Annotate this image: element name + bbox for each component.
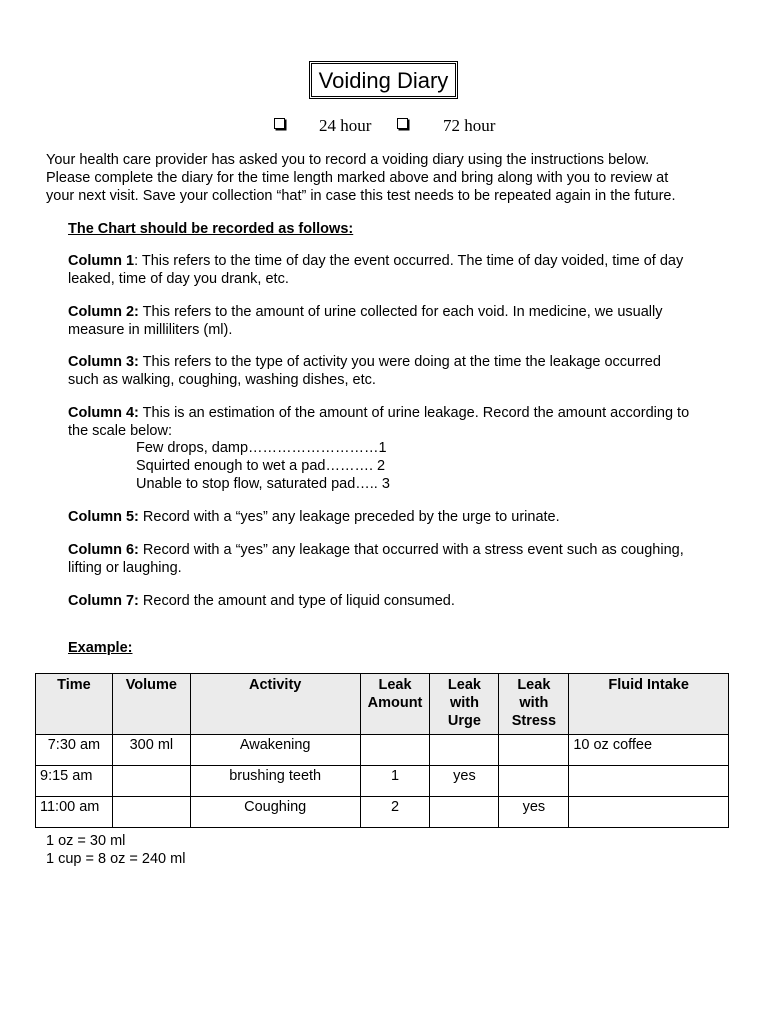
column-text: Record with a “yes” any leakage that occurred with a stress event such as coughing,	[138, 542, 684, 558]
column-1-description	[68, 252, 733, 288]
column-text: This is an estimation of the amount of urine leakage. Record the amount according to	[138, 405, 690, 421]
checkbox-24-hour[interactable]	[274, 118, 285, 129]
header-leak-with-stress: Leak with Stress	[499, 674, 569, 735]
cell-volume: 300 ml	[112, 735, 190, 766]
page-title: Voiding Diary	[311, 63, 456, 97]
checkbox-72-hour[interactable]	[397, 118, 408, 129]
intro-line: your next visit. Save your collection “hat” in case this test needs to be repeated again in the future.	[46, 188, 676, 204]
column-text: Record with a “yes” any leakage preceded by the urge to urinate.	[138, 509, 560, 525]
header-activity: Activity	[190, 674, 360, 735]
conversion-line: 1 oz = 30 ml	[46, 833, 126, 849]
cell-leak-urge	[430, 735, 499, 766]
cell-leak-urge: yes	[430, 766, 499, 797]
table-header-row	[36, 674, 729, 735]
table-row	[36, 735, 729, 766]
table-row	[36, 797, 729, 828]
intro-line: Your health care provider has asked you to record a voiding diary using the instructions below.	[46, 152, 650, 168]
cell-activity: Coughing	[190, 797, 360, 828]
cell-fluid-intake: 10 oz coffee	[569, 735, 729, 766]
scale-item: Few drops, damp………………………1	[136, 440, 387, 456]
table-row	[36, 766, 729, 797]
column-label: Column 1	[68, 253, 135, 269]
cell-leak-urge	[430, 797, 499, 828]
cell-leak-stress	[499, 766, 569, 797]
unit-conversions	[46, 832, 185, 868]
cell-leak-amount: 1	[360, 766, 430, 797]
column-7-description	[68, 592, 733, 610]
option-label-72-hour: 72 hour	[443, 116, 496, 135]
column-label: Column 7:	[68, 593, 139, 609]
cell-fluid-intake	[569, 797, 729, 828]
conversion-line: 1 cup = 8 oz = 240 ml	[46, 851, 186, 867]
column-label: Column 6:	[68, 542, 139, 558]
column-text: leaked, time of day you drank, etc.	[68, 271, 289, 287]
scale-item: Squirted enough to wet a pad………. 2	[136, 458, 386, 474]
column-label: Column 4:	[68, 405, 139, 421]
cell-time: 9:15 am	[36, 766, 113, 797]
column-4-description	[68, 404, 733, 440]
column-text: the scale below:	[68, 423, 172, 439]
cell-time: 11:00 am	[36, 797, 113, 828]
column-label: Column 3:	[68, 354, 139, 370]
header-volume: Volume	[112, 674, 190, 735]
column-label: Column 5:	[68, 509, 139, 525]
column-text: such as walking, coughing, washing dishes, etc.	[68, 372, 376, 388]
option-label-24-hour: 24 hour	[319, 116, 372, 135]
cell-leak-amount: 2	[360, 797, 430, 828]
header-time: Time	[36, 674, 113, 735]
cell-time: 7:30 am	[36, 735, 113, 766]
intro-line: Please complete the diary for the time length marked above and bring along with you to review at	[46, 170, 669, 186]
column-text: This refers to the time of day the event occurred. The time of day voided, time of day	[138, 253, 684, 269]
column-sep: :	[134, 253, 139, 269]
cell-fluid-intake	[569, 766, 729, 797]
column-6-description	[68, 541, 733, 577]
column-text: This refers to the type of activity you were doing at the time the leakage occurred	[138, 354, 661, 370]
column-text: lifting or laughing.	[68, 560, 182, 576]
intro-paragraph	[46, 151, 746, 205]
column-label: Column 2:	[68, 304, 139, 320]
header-leak-amount: Leak Amount	[360, 674, 430, 735]
cell-volume	[112, 797, 190, 828]
chart-instructions-heading: The Chart should be recorded as follows:	[68, 221, 354, 237]
cell-activity: Awakening	[190, 735, 360, 766]
column-text: This refers to the amount of urine collected for each void. In medicine, we usually	[138, 304, 663, 320]
example-diary-table	[35, 673, 729, 828]
cell-activity: brushing teeth	[190, 766, 360, 797]
column-text: Record the amount and type of liquid consumed.	[138, 593, 455, 609]
header-fluid-intake: Fluid Intake	[569, 674, 729, 735]
cell-leak-amount	[360, 735, 430, 766]
cell-volume	[112, 766, 190, 797]
column-3-description	[68, 353, 733, 389]
column-text: measure in milliliters (ml).	[68, 322, 233, 338]
column-2-description	[68, 303, 733, 339]
leakage-scale	[136, 439, 390, 493]
scale-item: Unable to stop flow, saturated pad….. 3	[136, 476, 390, 492]
cell-leak-stress: yes	[499, 797, 569, 828]
header-leak-with-urge: Leak with Urge	[430, 674, 499, 735]
cell-leak-stress	[499, 735, 569, 766]
column-5-description	[68, 508, 733, 526]
example-heading: Example:	[68, 640, 133, 656]
